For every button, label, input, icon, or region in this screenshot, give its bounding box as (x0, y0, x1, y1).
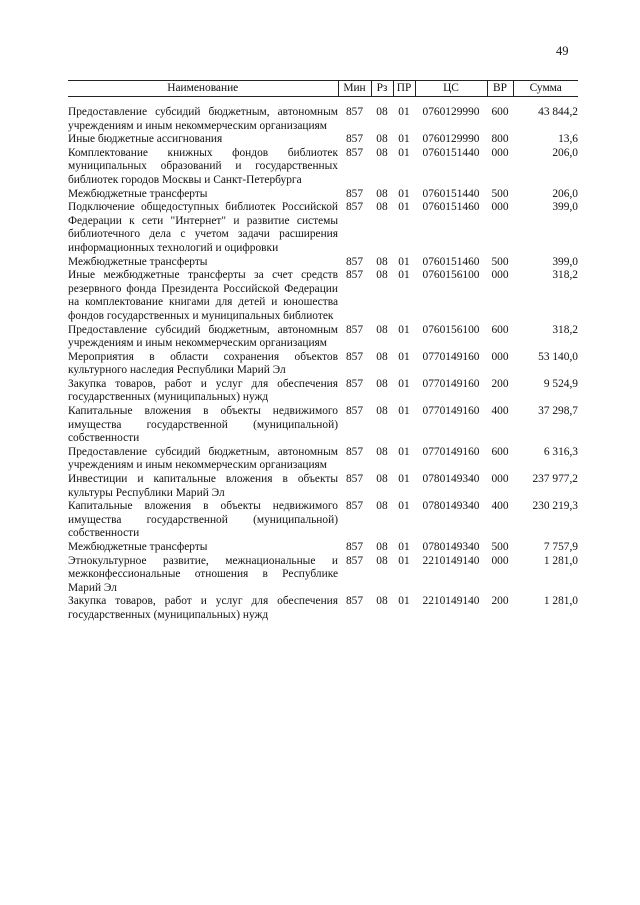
cell-name: Подключение общедоступных библиотек Российской Федерации к сети "Интернет" и развитие системы библиотечного дела с учетом задачи расширения информационных технологий и оцифровки (68, 201, 338, 254)
header-name: Наименование (68, 81, 338, 97)
cell-vr: 400 (491, 405, 509, 418)
cell-vr: 000 (491, 473, 509, 486)
cell-cs: 2210149140 (422, 554, 480, 567)
cell-name: Межбюджетные трансферты (68, 255, 208, 268)
cell-rz: 08 (376, 541, 388, 553)
cell-pr: 01 (398, 445, 410, 458)
cell-rz: 08 (376, 146, 388, 159)
cell-rz: 08 (376, 595, 388, 608)
table-header-row (68, 81, 578, 97)
cell-pr: 01 (398, 554, 410, 567)
cell-cs: 0760156100 (422, 269, 480, 282)
cell-name: Мероприятия в области сохранения объектов культурного наследия Республики Марий Эл (68, 350, 338, 377)
cell-pr: 01 (398, 201, 410, 214)
cell-cs: 0760129990 (422, 133, 480, 146)
cell-sum: 318,2 (552, 323, 578, 336)
cell-rz: 08 (376, 133, 388, 146)
table-row (68, 97, 578, 134)
cell-vr: 000 (491, 201, 509, 214)
cell-min: 857 (345, 350, 364, 363)
cell-min: 857 (345, 187, 364, 200)
cell-min: 857 (345, 201, 364, 214)
cell-cs: 0760129990 (422, 106, 480, 118)
cell-vr: 500 (491, 187, 509, 200)
cell-sum: 9 524,9 (543, 377, 578, 390)
cell-name: Иные бюджетные ассигнования (68, 133, 223, 146)
cell-sum: 43 844,2 (538, 106, 578, 118)
cell-rz: 08 (376, 201, 388, 214)
cell-min: 857 (345, 405, 364, 418)
cell-min: 857 (345, 255, 364, 268)
cell-pr: 01 (398, 187, 410, 200)
cell-vr: 800 (491, 133, 509, 146)
cell-vr: 200 (491, 377, 509, 390)
table-row (68, 324, 578, 351)
cell-vr: 600 (491, 445, 509, 458)
cell-min: 857 (345, 445, 364, 458)
table-row (68, 133, 578, 147)
cell-pr: 01 (398, 377, 410, 390)
cell-min: 857 (345, 323, 364, 336)
cell-vr: 400 (491, 500, 509, 513)
cell-name: Предоставление субсидий бюджетным, автономным учреждениям и иным некоммерческим организациям (68, 445, 338, 472)
cell-sum: 206,0 (552, 146, 578, 159)
cell-sum: 6 316,3 (543, 445, 578, 458)
cell-name: Закупка товаров, работ и услуг для обеспечения государственных (муниципальных) нужд (68, 595, 338, 621)
cell-name: Закупка товаров, работ и услуг для обеспечения государственных (муниципальных) нужд (68, 377, 338, 404)
cell-rz: 08 (376, 255, 388, 268)
table-row (68, 446, 578, 473)
table-row (68, 269, 578, 323)
header-min: Мин (338, 81, 371, 97)
cell-pr: 01 (398, 595, 410, 608)
header-pr: ПР (393, 81, 415, 97)
cell-rz: 08 (376, 377, 388, 390)
cell-pr: 01 (398, 133, 410, 146)
cell-cs: 0770149160 (422, 377, 480, 390)
cell-rz: 08 (376, 323, 388, 336)
cell-sum: 1 281,0 (543, 595, 578, 608)
cell-pr: 01 (398, 323, 410, 336)
table-row (68, 555, 578, 596)
cell-cs: 0770149160 (422, 350, 480, 363)
cell-pr: 01 (398, 500, 410, 513)
cell-name: Предоставление субсидий бюджетным, автономным учреждениям и иным некоммерческим организациям (68, 106, 338, 132)
budget-table (68, 80, 578, 623)
cell-rz: 08 (376, 445, 388, 458)
cell-min: 857 (345, 133, 364, 146)
table-body (68, 97, 578, 623)
cell-cs: 0780149340 (422, 500, 480, 513)
cell-min: 857 (345, 269, 364, 282)
cell-rz: 08 (376, 187, 388, 200)
cell-sum: 1 281,0 (543, 554, 578, 567)
cell-min: 857 (345, 377, 364, 390)
cell-sum: 399,0 (552, 255, 578, 268)
cell-cs: 0760151440 (422, 187, 480, 200)
cell-rz: 08 (376, 269, 388, 282)
cell-pr: 01 (398, 146, 410, 159)
cell-sum: 37 298,7 (538, 405, 578, 418)
cell-cs: 0760151460 (422, 201, 480, 214)
cell-vr: 500 (491, 541, 509, 553)
cell-rz: 08 (376, 350, 388, 363)
cell-rz: 08 (376, 500, 388, 513)
cell-pr: 01 (398, 255, 410, 268)
table-row (68, 500, 578, 541)
cell-min: 857 (345, 146, 364, 159)
cell-cs: 0780149340 (422, 541, 480, 553)
cell-rz: 08 (376, 106, 388, 118)
cell-vr: 000 (491, 269, 509, 282)
cell-name: Капитальные вложения в объекты недвижимого имущества государственной (муниципальной) собственности (68, 500, 338, 540)
cell-vr: 000 (491, 554, 509, 567)
cell-rz: 08 (376, 554, 388, 567)
cell-pr: 01 (398, 473, 410, 486)
cell-sum: 206,0 (552, 187, 578, 200)
cell-sum: 318,2 (552, 269, 578, 282)
cell-pr: 01 (398, 350, 410, 363)
header-rz: Рз (371, 81, 393, 97)
cell-vr: 600 (491, 106, 509, 118)
cell-sum: 399,0 (552, 201, 578, 214)
cell-vr: 500 (491, 255, 509, 268)
cell-rz: 08 (376, 405, 388, 418)
cell-name: Иные межбюджетные трансферты за счет средств резервного фонда Президента Российской Федерации на комплектование книгами для детей и юношества фондов государственных и муниципальных библиотек (68, 269, 338, 322)
cell-pr: 01 (398, 106, 410, 118)
cell-name: Предоставление субсидий бюджетным, автономным учреждениям и иным некоммерческим организациям (68, 323, 338, 350)
cell-name: Межбюджетные трансферты (68, 541, 208, 553)
cell-vr: 000 (491, 350, 509, 363)
cell-cs: 0780149340 (422, 473, 480, 486)
cell-name: Межбюджетные трансферты (68, 187, 208, 200)
cell-pr: 01 (398, 405, 410, 418)
table-row (68, 405, 578, 446)
cell-pr: 01 (398, 541, 410, 553)
cell-vr: 200 (491, 595, 509, 608)
table-row (68, 147, 578, 188)
header-sum: Сумма (513, 81, 578, 97)
cell-name: Инвестиции и капитальные вложения в объекты культуры Республики Марий Эл (68, 473, 338, 499)
table-row (68, 473, 578, 500)
cell-min: 857 (345, 473, 364, 486)
cell-cs: 2210149140 (422, 595, 480, 608)
cell-vr: 600 (491, 323, 509, 336)
cell-cs: 0760151440 (422, 146, 480, 159)
cell-vr: 000 (491, 146, 509, 159)
table-row (68, 256, 578, 270)
cell-sum: 13,6 (558, 133, 578, 146)
table-row (68, 378, 578, 405)
cell-min: 857 (345, 541, 364, 553)
cell-cs: 0770149160 (422, 405, 480, 418)
cell-cs: 0760156100 (422, 323, 480, 336)
table-row (68, 188, 578, 202)
cell-sum: 53 140,0 (538, 350, 578, 363)
table-row (68, 595, 578, 622)
cell-name: Этнокультурное развитие, межнациональные и межконфессиональные отношения в Республике Марий Эл (68, 554, 338, 594)
page-number: 49 (556, 44, 569, 58)
cell-min: 857 (345, 500, 364, 513)
cell-name: Комплектование книжных фондов библиотек муниципальных образований и государственных библиотек городов Москвы и Санкт-Петербурга (68, 146, 338, 186)
cell-min: 857 (345, 595, 364, 608)
table-row (68, 351, 578, 378)
header-cs: ЦС (415, 81, 487, 97)
cell-cs: 0760151460 (422, 255, 480, 268)
cell-min: 857 (345, 106, 364, 118)
cell-name: Капитальные вложения в объекты недвижимого имущества государственной (муниципальной) собственности (68, 405, 338, 445)
cell-min: 857 (345, 554, 364, 567)
cell-cs: 0770149160 (422, 445, 480, 458)
cell-sum: 7 757,9 (543, 541, 578, 553)
cell-sum: 230 219,3 (532, 500, 578, 513)
cell-pr: 01 (398, 269, 410, 282)
header-vr: ВР (487, 81, 513, 97)
cell-sum: 237 977,2 (532, 473, 578, 486)
cell-rz: 08 (376, 473, 388, 486)
table-row (68, 201, 578, 255)
table-row (68, 541, 578, 555)
